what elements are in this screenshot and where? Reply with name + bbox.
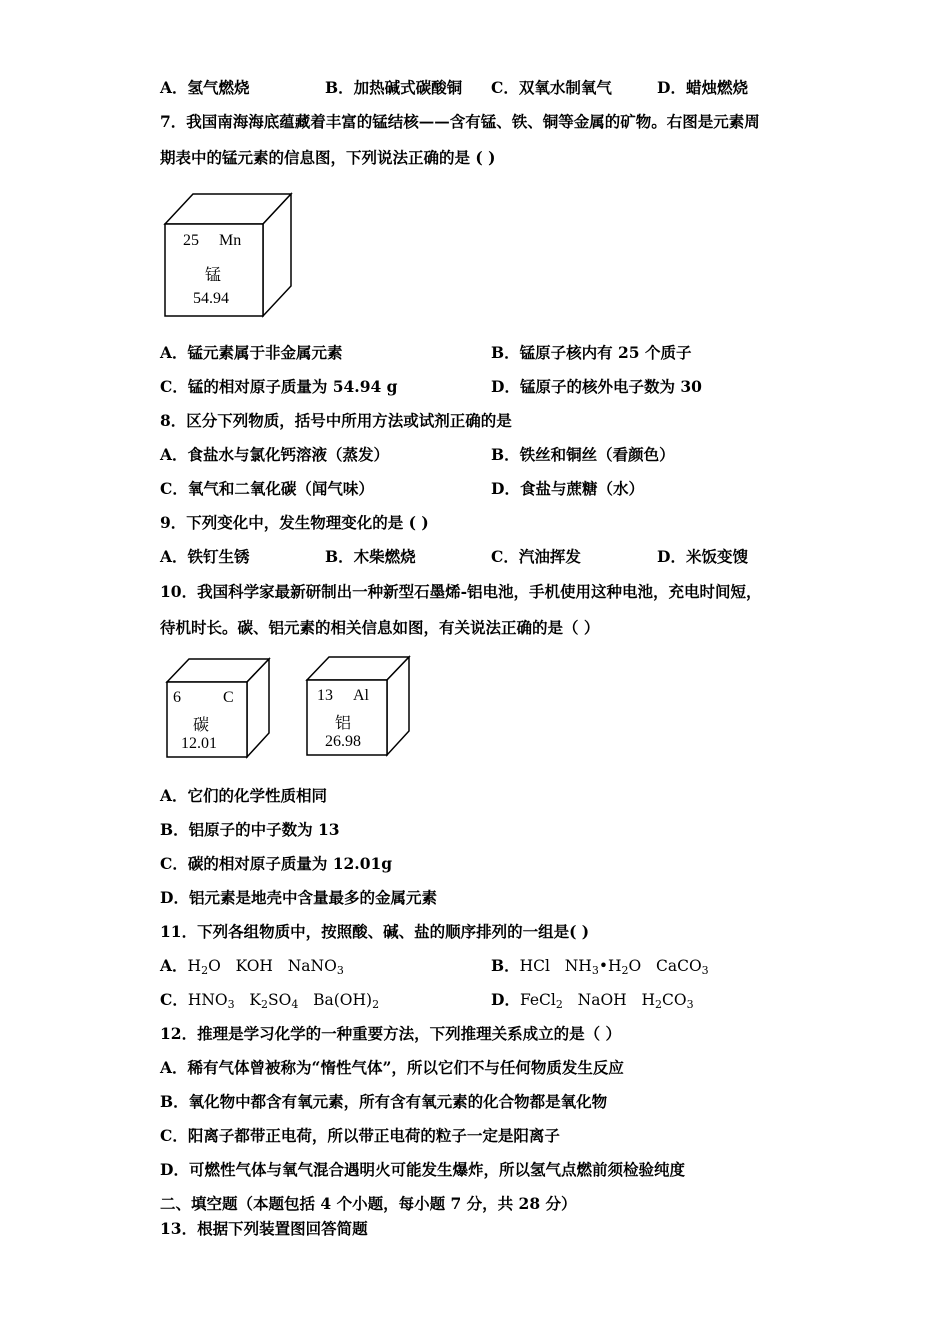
- q8-stem: 8．区分下列物质，括号中所用方法或试剂正确的是: [160, 411, 512, 430]
- q10-option-d: D．铝元素是地壳中含量最多的金属元素: [160, 888, 437, 907]
- q11-option-d: D．FeCl$_2$ NaOH $H_2CO_3$: [491, 990, 694, 1011]
- q7-option-b: B．锰原子核内有 25 个质子: [491, 343, 692, 362]
- q12-stem: 12．推理是学习化学的一种重要方法，下列推理关系成立的是（ ）: [160, 1024, 621, 1043]
- q10-stem-line2: 待机时长。碳、铝元素的相关信息如图，有关说法正确的是（ ）: [160, 618, 600, 637]
- q8-option-b: B．铁丝和铜丝（看颜色）: [491, 445, 675, 464]
- q6-option-d: D．蜡烛燃烧: [657, 78, 748, 97]
- q11-option-b: B．HCl $NH_3•H_2O$ CaCO$_3$: [491, 956, 709, 977]
- q8-option-d: D．食盐与蔗糖（水）: [491, 479, 644, 498]
- aluminum-atomic-number: 13: [317, 687, 333, 704]
- aluminum-symbol: Al: [353, 687, 369, 704]
- q8-option-c: C．氧气和二氧化碳（闻气味）: [160, 479, 374, 498]
- mn-element-cube: [163, 192, 295, 320]
- mn-name: 锰: [205, 265, 222, 284]
- q9-option-b: B．木柴燃烧: [325, 547, 416, 566]
- aluminum-name: 铝: [335, 713, 352, 732]
- q9-option-a: A．铁钉生锈: [160, 547, 250, 566]
- q6-option-b: B．加热碱式碳酸铜: [325, 78, 463, 97]
- section-2-heading: 二、填空题（本题包括 4 个小题，每小题 7 分，共 28 分）: [160, 1194, 577, 1213]
- q11-stem: 11．下列各组物质中，按照酸、碱、盐的顺序排列的一组是( ): [160, 922, 590, 941]
- q7-option-a: A．锰元素属于非金属元素: [160, 343, 343, 362]
- q10-option-c: C．碳的相对原子质量为 12.01g: [160, 854, 393, 873]
- mn-atomic-number: 25: [183, 232, 199, 249]
- q7-option-c: C．锰的相对原子质量为 54.94 g: [160, 377, 398, 396]
- aluminum-mass: 26.98: [325, 733, 361, 750]
- q6-option-a: A．氢气燃烧: [160, 78, 250, 97]
- q12-option-c: C．阳离子都带正电荷，所以带正电荷的粒子一定是阳离子: [160, 1126, 560, 1145]
- q7-stem-line2: 期表中的锰元素的信息图，下列说法正确的是 ( ): [160, 148, 496, 167]
- q12-option-a: A．稀有气体曾被称为“惰性气体”，所以它们不与任何物质发生反应: [160, 1058, 624, 1077]
- q12-option-d: D．可燃性气体与氧气混合遇明火可能发生爆炸，所以氢气点燃前须检验纯度: [160, 1160, 685, 1179]
- q8-option-a: A．食盐水与氯化钙溶液（蒸发）: [160, 445, 390, 464]
- q10-option-b: B．铝原子的中子数为 13: [160, 820, 340, 839]
- q13-stem: 13．根据下列装置图回答简题: [160, 1219, 368, 1238]
- carbon-element-cube: [165, 657, 273, 760]
- carbon-symbol: C: [223, 689, 234, 706]
- mn-symbol: Mn: [219, 232, 242, 249]
- carbon-mass: 12.01: [181, 735, 217, 752]
- q10-option-a: A．它们的化学性质相同: [160, 786, 328, 805]
- q11-option-a: A．$H_2O$ KOH NaNO$_3$: [160, 956, 344, 977]
- carbon-name: 碳: [193, 715, 210, 734]
- aluminum-element-cube: [305, 655, 413, 758]
- q11-option-c: C．$HNO_3$ $K_2SO_4$ $Ba(OH)_2$: [160, 990, 380, 1011]
- q12-option-b: B．氧化物中都含有氧元素，所有含有氧元素的化合物都是氧化物: [160, 1092, 608, 1111]
- q9-option-c: C．汽油挥发: [491, 547, 581, 566]
- carbon-atomic-number: 6: [173, 689, 181, 706]
- q6-option-c: C．双氧水制氧气: [491, 78, 612, 97]
- q7-option-d: D．锰原子的核外电子数为 30: [491, 377, 702, 396]
- mn-mass: 54.94: [193, 290, 229, 307]
- q9-stem: 9．下列变化中，发生物理变化的是 ( ): [160, 513, 429, 532]
- q9-option-d: D．米饭变馊: [657, 547, 748, 566]
- q7-stem-line1: 7．我国南海海底蕴藏着丰富的锰结核——含有锰、铁、铜等金属的矿物。右图是元素周: [160, 112, 760, 131]
- q10-stem-line1: 10．我国科学家最新研制出一种新型石墨烯-铝电池，手机使用这种电池，充电时间短，: [160, 582, 762, 601]
